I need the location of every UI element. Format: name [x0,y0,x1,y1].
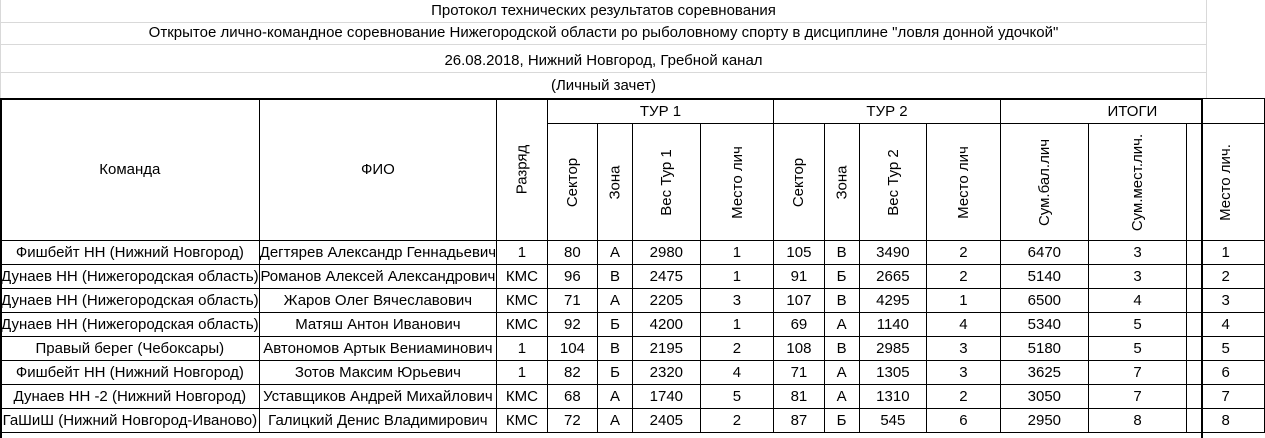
header-sum-points-label: Сум.бал.лич [1035,138,1053,226]
header-name: ФИО [259,99,496,241]
cell-sum-places: 7 [1088,361,1186,385]
cell-team: Дунаев НН (Нижегородская область) [1,289,260,313]
header-zone2 [824,124,859,241]
header-zone1 [598,124,633,241]
header-place2 [927,124,1001,241]
cell-rank: КМС [497,265,548,289]
cell-weight1: 2405 [633,409,701,433]
cell-final-place: 6 [1187,361,1265,385]
cell-sector1: 68 [547,385,597,409]
table-row [1,241,1265,265]
cell-sum-places: 8 [1088,409,1186,433]
table-row [1,409,1265,433]
cell-final-place: 5 [1187,337,1265,361]
cell-sum-points: 5140 [1000,265,1088,289]
header-final-place [1187,124,1265,241]
cell-place2: 2 [927,265,1001,289]
cell-rank: 1 [497,361,548,385]
cell-sector2: 91 [774,265,824,289]
cell-place1: 4 [700,361,774,385]
cell-place2: 3 [927,361,1001,385]
header-sum-places-label: Сум.мест.лич. [1129,133,1147,231]
cell-weight2: 2985 [859,337,927,361]
cell-final-place: 4 [1187,313,1265,337]
header-sector2-label: Сектор [790,157,808,207]
cell-rank: КМС [497,385,548,409]
cell-sum-points: 5180 [1000,337,1088,361]
cell-place1: 2 [700,409,774,433]
cell-name: Дегтярев Александр Геннадьевич [259,241,496,265]
cell-place1: 5 [700,385,774,409]
cell-weight1: 2195 [633,337,701,361]
cell-sum-points: 3050 [1000,385,1088,409]
cell-rank: КМС [497,313,548,337]
header-sum-points [1000,124,1088,241]
cell-sum-points: 2950 [1000,409,1088,433]
cell-sum-places: 7 [1088,385,1186,409]
cell-sector2: 81 [774,385,824,409]
cell-team: Фишбейт НН (Нижний Новгород) [1,241,260,265]
cell-sum-points: 3625 [1000,361,1088,385]
cell-weight2: 1140 [859,313,927,337]
header-place1 [700,124,774,241]
cell-rank: КМС [497,409,548,433]
cell-sum-places: 5 [1088,337,1186,361]
cell-zone2: А [824,313,859,337]
header-sum-places [1088,124,1186,241]
cell-sector1: 71 [547,289,597,313]
cell-zone2: В [824,337,859,361]
cell-place2: 2 [927,385,1001,409]
header-place1-label: Место лич [728,145,746,219]
cell-zone2: А [824,385,859,409]
header-tour1: ТУР 1 [547,99,774,124]
table-row [1,265,1265,289]
cell-weight1: 4200 [633,313,701,337]
cell-sector1: 80 [547,241,597,265]
cell-place1: 1 [700,241,774,265]
header-sector2 [774,124,824,241]
cell-zone1: Б [598,313,633,337]
header-tour2: ТУР 2 [774,99,1001,124]
cell-weight1: 2320 [633,361,701,385]
cell-zone2: В [824,289,859,313]
cell-zone2: А [824,361,859,385]
header-team: Команда [1,99,260,241]
cell-weight2: 1305 [859,361,927,385]
cell-zone2: В [824,241,859,265]
cell-zone1: Б [598,361,633,385]
cell-weight1: 1740 [633,385,701,409]
cell-place2: 6 [927,409,1001,433]
cell-sector2: 108 [774,337,824,361]
cell-place1: 2 [700,337,774,361]
cell-sector1: 72 [547,409,597,433]
cell-zone1: В [598,265,633,289]
cell-zone1: А [598,409,633,433]
table-row [1,361,1265,385]
cell-name: Галицкий Денис Владимирович [259,409,496,433]
cell-sum-points: 6500 [1000,289,1088,313]
header-sector1 [547,124,597,241]
cell-sector2: 87 [774,409,824,433]
cell-sum-places: 3 [1088,241,1186,265]
results-table [0,98,1265,433]
cell-team: Фишбейт НН (Нижний Новгород) [1,361,260,385]
cell-final-place: 3 [1187,289,1265,313]
cell-place1: 1 [700,313,774,337]
header-totals: ИТОГИ [1000,99,1264,124]
cell-weight2: 4295 [859,289,927,313]
cell-sector2: 107 [774,289,824,313]
cell-zone1: А [598,385,633,409]
cell-weight1: 2205 [633,289,701,313]
cell-sum-points: 5340 [1000,313,1088,337]
cell-place2: 3 [927,337,1001,361]
cell-zone2: Б [824,265,859,289]
cell-name: Зотов Максим Юрьевич [259,361,496,385]
cell-team: Дунаев НН (Нижегородская область) [1,265,260,289]
cell-name: Уставщиков Андрей Михайлович [259,385,496,409]
date-location: 26.08.2018, Нижний Новгород, Гребной канал [0,50,1207,73]
cell-place2: 1 [927,289,1001,313]
header-zone1-label: Зона [606,164,624,200]
header-weight1 [633,124,701,241]
cell-place2: 4 [927,313,1001,337]
competition-title: Открытое лично-командное соревнование Нижегородской области ро рыболовному спорту в дисциплине "ловля донной удочкой" [0,22,1207,45]
cell-zone2: Б [824,409,859,433]
cell-final-place: 2 [1187,265,1265,289]
cell-weight2: 2665 [859,265,927,289]
cell-weight2: 545 [859,409,927,433]
cell-sum-places: 5 [1088,313,1186,337]
table-row [1,337,1265,361]
cell-name: Автономов Артык Вениаминович [259,337,496,361]
table-row [1,385,1265,409]
header-place2-label: Место лич [954,145,972,219]
cell-weight1: 2475 [633,265,701,289]
cell-sector2: 69 [774,313,824,337]
cell-team: ГаШиШ (Нижний Новгород-Иваново) [1,409,260,433]
cell-zone1: А [598,289,633,313]
cell-final-place: 8 [1187,409,1265,433]
cell-place1: 1 [700,265,774,289]
cell-sector2: 105 [774,241,824,265]
header-sector1-label: Сектор [563,157,581,207]
protocol-title: Протокол технических результатов соревнования [0,0,1207,23]
cell-sum-places: 4 [1088,289,1186,313]
cell-sector1: 96 [547,265,597,289]
cell-weight2: 3490 [859,241,927,265]
cell-team: Правый берег (Чебоксары) [1,337,260,361]
cell-sector1: 92 [547,313,597,337]
cell-final-place: 1 [1187,241,1265,265]
cell-team: Дунаев НН -2 (Нижний Новгород) [1,385,260,409]
cell-sum-points: 6470 [1000,241,1088,265]
cell-team: Дунаев НН (Нижегородская область) [1,313,260,337]
header-weight1-label: Вес Тур 1 [657,148,675,216]
cell-sector1: 82 [547,361,597,385]
cell-rank: КМС [497,289,548,313]
header-final-place-label: Место лич. [1217,143,1235,221]
cell-name: Романов Алексей Александрович [259,265,496,289]
cell-sector1: 104 [547,337,597,361]
standings-type: (Личный зачет) [550,77,657,94]
cell-rank: 1 [497,337,548,361]
table-row [1,313,1265,337]
header-weight2-label: Вес Тур 2 [884,148,902,216]
cell-zone1: В [598,337,633,361]
cell-place2: 2 [927,241,1001,265]
cell-sum-places: 3 [1088,265,1186,289]
cell-weight2: 1310 [859,385,927,409]
cell-name: Матяш Антон Иванович [259,313,496,337]
cell-place1: 3 [700,289,774,313]
header-rank-label: Разряд [513,144,531,195]
table-row [1,289,1265,313]
header-rank [497,99,548,241]
cell-weight1: 2980 [633,241,701,265]
cell-zone1: А [598,241,633,265]
cell-name: Жаров Олег Вячеславович [259,289,496,313]
cell-final-place: 7 [1187,385,1265,409]
cell-sector2: 71 [774,361,824,385]
header-weight2 [859,124,927,241]
header-zone2-label: Зона [833,164,851,200]
cell-rank: 1 [497,241,548,265]
